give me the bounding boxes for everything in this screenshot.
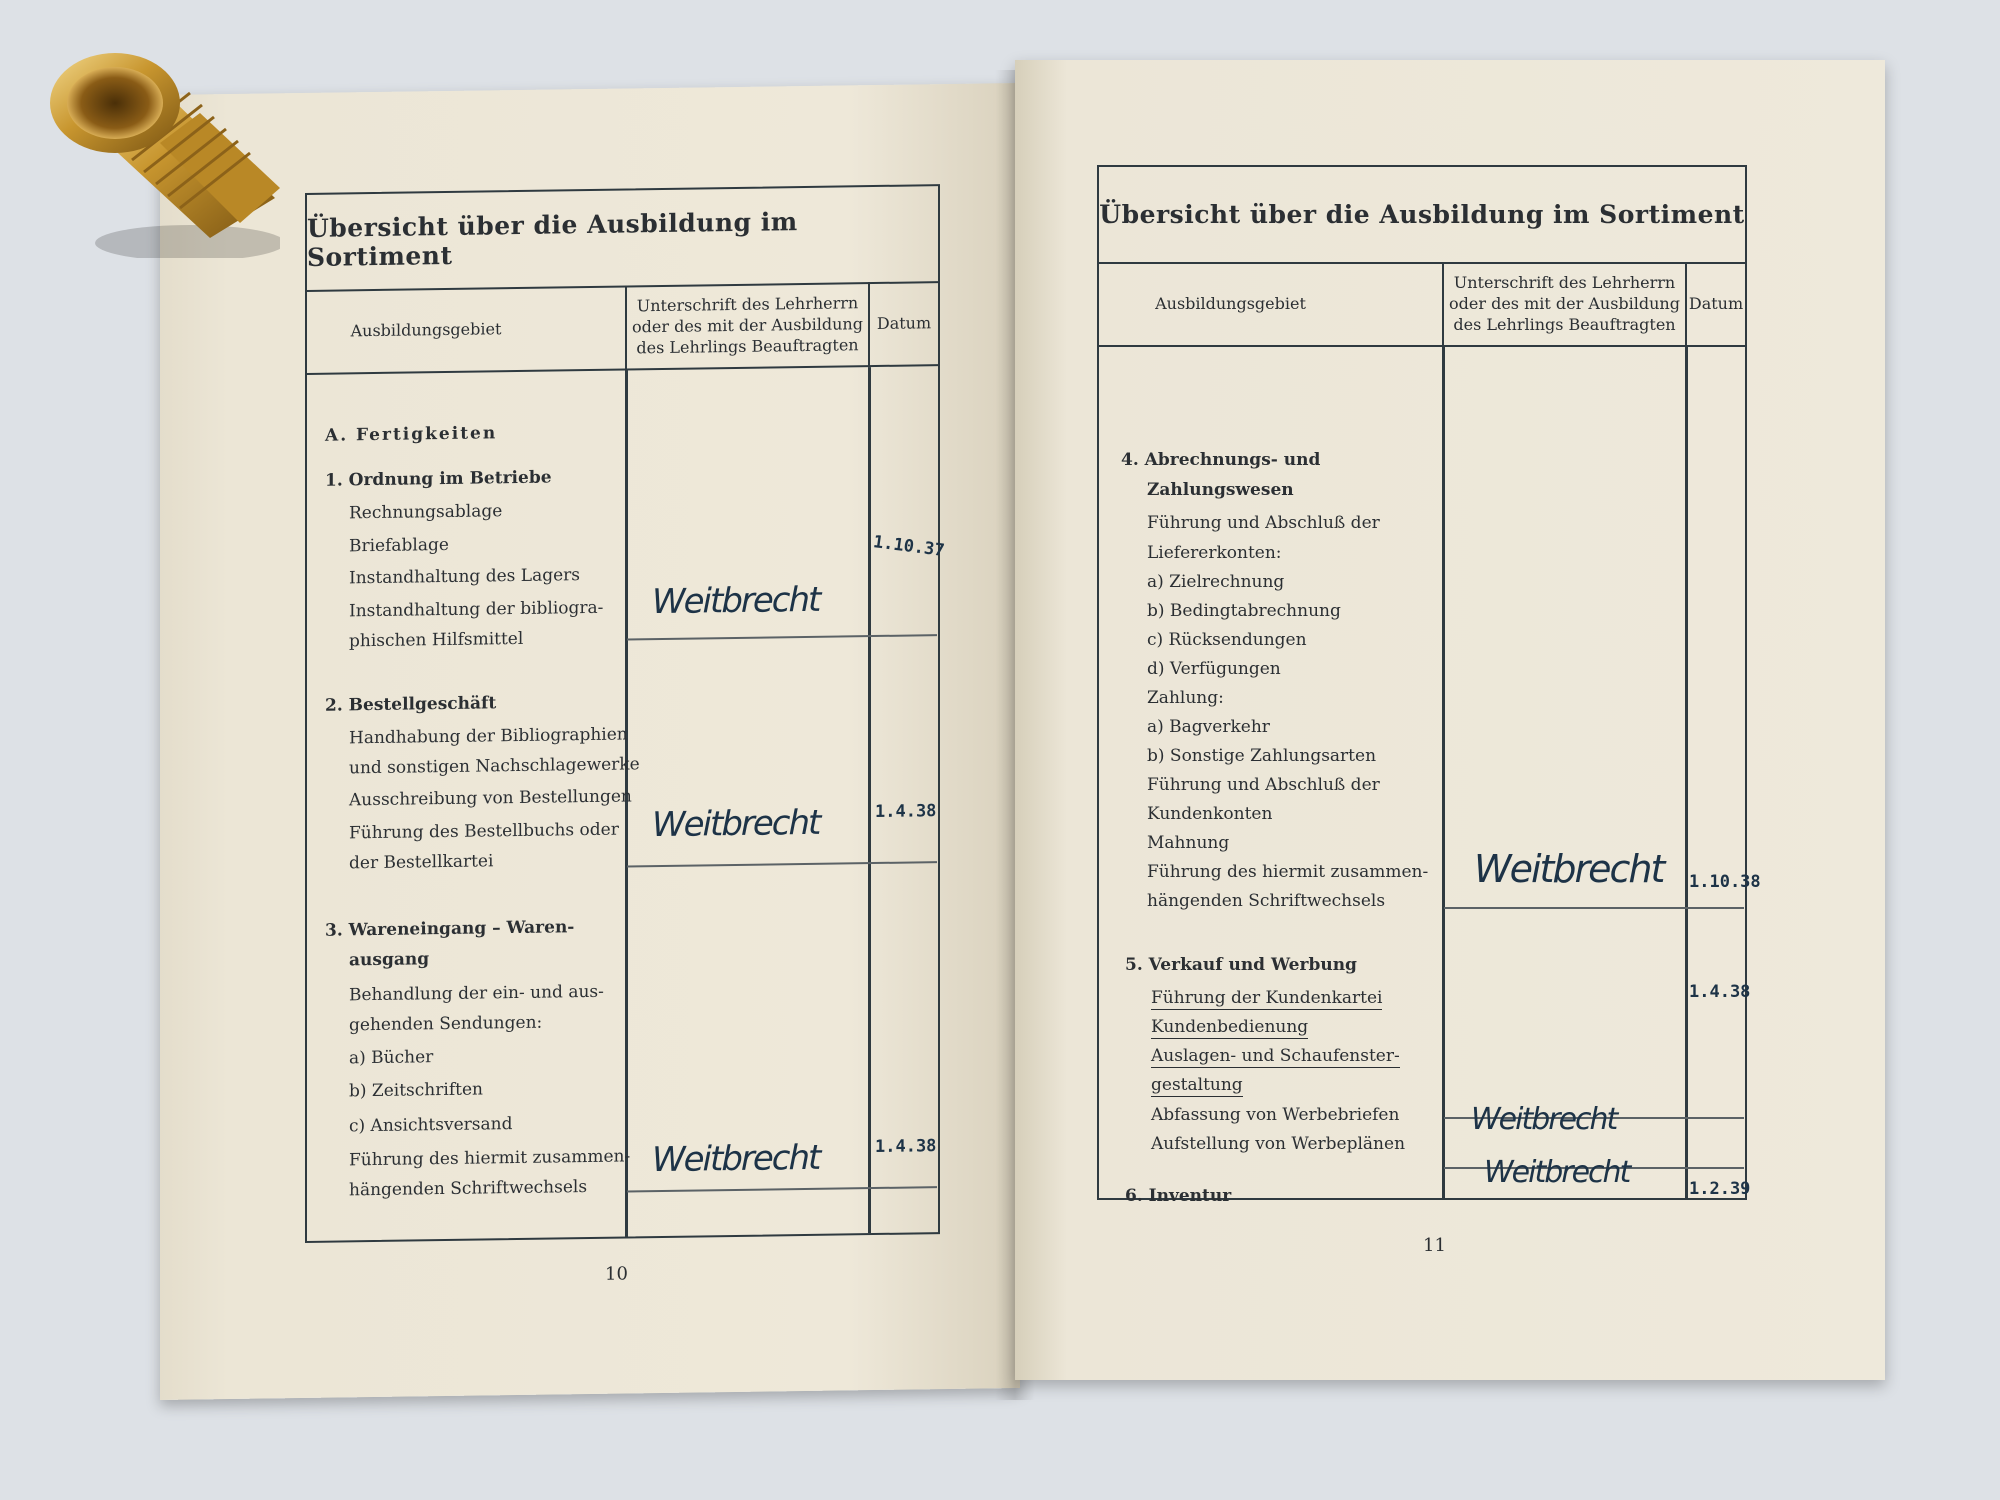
item-5-line: Auslagen- und Schaufenster- bbox=[1151, 1046, 1400, 1066]
item-4-line: Führung und Abschluß der bbox=[1147, 513, 1380, 533]
left-header-datum: Datum bbox=[868, 281, 938, 367]
left-header-signature: Unterschrift des Lehrherrn oder des mit der Ausbildung des Lehrlings Beauftragten bbox=[625, 282, 868, 370]
right-col-divider-2 bbox=[1685, 347, 1688, 1198]
item-4-line: Führung des hiermit zusammen- bbox=[1147, 862, 1429, 882]
item-3-line: hängenden Schriftwechsels bbox=[349, 1177, 588, 1201]
item-3-line: b) Zeitschriften bbox=[349, 1079, 483, 1102]
item-4-date: 1.10.38 bbox=[1689, 872, 1761, 892]
item-3-line: a) Bücher bbox=[349, 1047, 434, 1069]
item-2-heading: 2. Bestellgeschäft bbox=[325, 693, 497, 716]
right-row-divider-1 bbox=[1444, 907, 1744, 909]
item-1-date: 1.10.37 bbox=[871, 532, 946, 561]
left-training-table bbox=[305, 184, 946, 1243]
item-4-line: c) Rücksendungen bbox=[1147, 630, 1307, 650]
item-2-line: Ausschreibung von Bestellungen bbox=[349, 786, 632, 811]
item-4-line: Kundenkonten bbox=[1147, 804, 1273, 824]
item-5-heading: 5. Verkauf und Werbung bbox=[1125, 955, 1357, 975]
item-6-date: 1.2.39 bbox=[1689, 1179, 1751, 1199]
right-header-datum: Datum bbox=[1685, 262, 1745, 347]
item-1-line: Instandhaltung des Lagers bbox=[349, 565, 581, 589]
item-3-date: 1.4.38 bbox=[875, 1136, 937, 1158]
left-header-area bbox=[307, 286, 625, 375]
brass-pipe-fitting bbox=[40, 48, 280, 258]
section-heading: A. Fertigkeiten bbox=[325, 423, 498, 446]
left-col-divider-2 bbox=[868, 367, 871, 1233]
item-2-line: Führung des Bestellbuchs oder bbox=[349, 819, 619, 844]
right-page-number: 11 bbox=[1423, 1235, 1446, 1256]
item-3-heading-cont: ausgang bbox=[349, 949, 430, 971]
left-row-divider-3 bbox=[627, 1186, 937, 1192]
item-6-heading: 6. Inventur bbox=[1125, 1186, 1232, 1206]
item-2-signature: Weitbrecht bbox=[652, 802, 820, 846]
left-page-number: 10 bbox=[605, 1263, 628, 1285]
item-3-line: gehenden Sendungen: bbox=[349, 1012, 543, 1036]
item-3-line: Führung des hiermit zusammen- bbox=[349, 1146, 631, 1171]
item-3-signature: Weitbrecht bbox=[652, 1137, 820, 1181]
item-5-line: Kundenbedienung bbox=[1151, 1017, 1309, 1037]
right-header-ausbildungsgebiet: Ausbildungsgebiet bbox=[1155, 294, 1306, 313]
item-1-line: Rechnungsablage bbox=[349, 501, 503, 524]
left-row-divider-2 bbox=[627, 861, 937, 867]
item-5-line: Abfassung von Werbebriefen bbox=[1151, 1105, 1400, 1125]
item-2-line: Handhabung der Bibliographien bbox=[349, 724, 628, 749]
item-4-line: Liefererkonten: bbox=[1147, 543, 1282, 563]
right-col-divider-1 bbox=[1442, 347, 1445, 1198]
item-4-line: d) Verfügungen bbox=[1147, 659, 1281, 679]
left-table-title: Übersicht über die Ausbildung im Sortiment bbox=[307, 186, 938, 292]
item-4-line: a) Bagverkehr bbox=[1147, 717, 1270, 737]
item-1-heading: 1. Ordnung im Betriebe bbox=[325, 467, 552, 491]
item-1-signature: Weitbrecht bbox=[652, 579, 820, 623]
right-header-signature: Unterschrift des Lehrherrn oder des mit der Ausbildung des Lehrlings Beauftragten bbox=[1442, 262, 1685, 347]
item-4-heading: 4. Abrechnungs- und bbox=[1121, 450, 1321, 470]
left-header-ausbildungsgebiet: Ausbildungsgebiet bbox=[350, 319, 502, 341]
item-4-line: Mahnung bbox=[1147, 833, 1230, 853]
item-2-date: 1.4.38 bbox=[875, 801, 937, 823]
right-page bbox=[1015, 60, 1885, 1380]
right-header-area bbox=[1099, 262, 1442, 347]
item-4-line: hängenden Schriftwechsels bbox=[1147, 891, 1386, 911]
item-2-line: der Bestellkartei bbox=[349, 851, 494, 874]
item-4-line: b) Bedingtabrechnung bbox=[1147, 601, 1341, 621]
left-page bbox=[160, 83, 1020, 1400]
item-3-line: c) Ansichtsversand bbox=[349, 1114, 513, 1137]
item-2-line: und sonstigen Nachschlagewerke bbox=[349, 754, 640, 779]
item-4-line: Zahlung: bbox=[1147, 688, 1224, 708]
item-5-line: Aufstellung von Werbeplänen bbox=[1151, 1134, 1406, 1154]
left-row-divider-1 bbox=[627, 634, 937, 640]
item-4-line: Führung und Abschluß der bbox=[1147, 775, 1380, 795]
item-6-signature: Weitbrecht bbox=[1484, 1155, 1630, 1190]
item-4-line: b) Sonstige Zahlungsarten bbox=[1147, 746, 1377, 766]
item-5-line: Führung der Kundenkartei bbox=[1151, 988, 1383, 1008]
item-4-heading-cont: Zahlungswesen bbox=[1147, 480, 1294, 500]
item-1-line: Instandhaltung der bibliogra- bbox=[349, 597, 604, 622]
item-1-line: Briefablage bbox=[349, 534, 449, 557]
item-5-signature: Weitbrecht bbox=[1471, 1102, 1617, 1137]
right-training-table bbox=[1097, 165, 1761, 1206]
right-table-title: Übersicht über die Ausbildung im Sortiment bbox=[1099, 167, 1745, 264]
item-1-line: phischen Hilfsmittel bbox=[349, 628, 524, 652]
item-5-line: gestaltung bbox=[1151, 1075, 1243, 1095]
item-5-date: 1.4.38 bbox=[1689, 982, 1751, 1002]
item-3-line: Behandlung der ein- und aus- bbox=[349, 981, 604, 1006]
item-3-heading: 3. Wareneingang – Waren- bbox=[325, 917, 575, 941]
item-4-line: a) Zielrechnung bbox=[1147, 572, 1285, 592]
item-4-signature: Weitbrecht bbox=[1474, 847, 1664, 891]
